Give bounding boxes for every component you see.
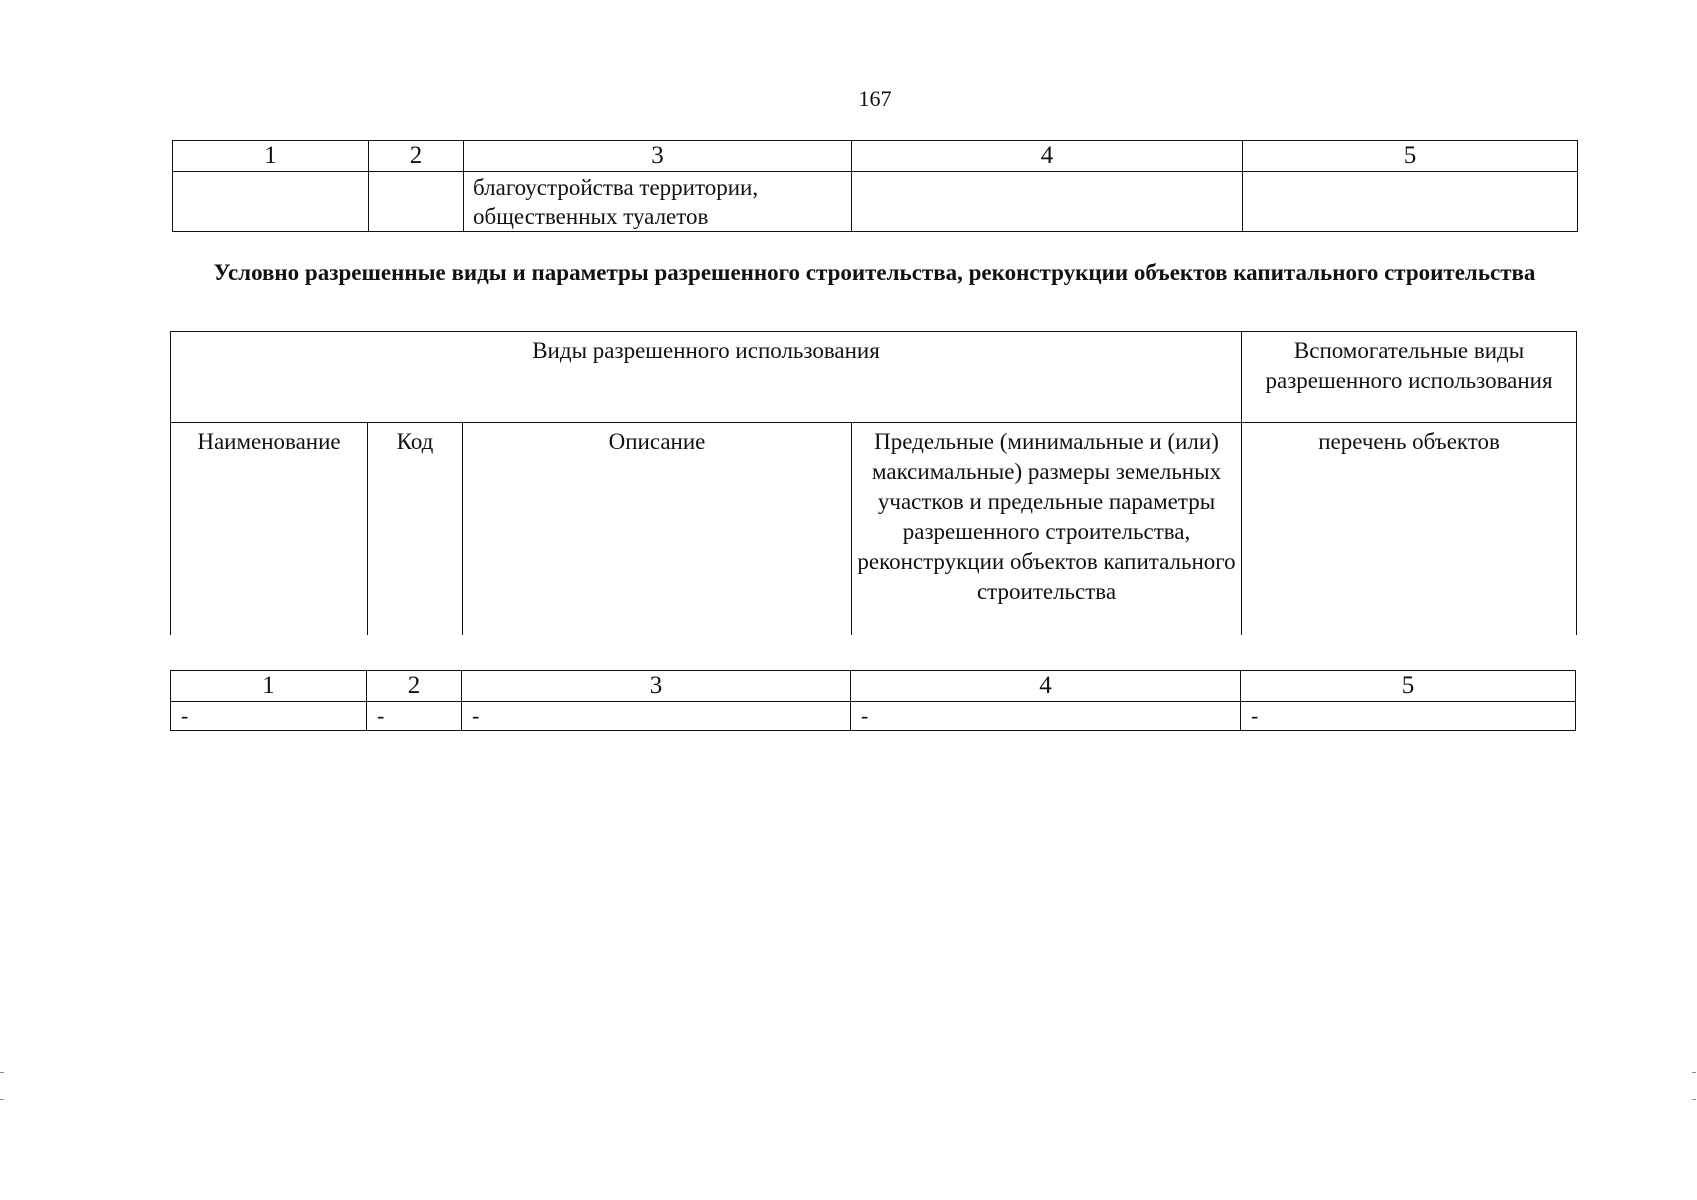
header-group-row [171,332,1577,423]
name-column-header: Наименование [171,423,368,636]
header-columns-row [171,423,1577,636]
table-row [171,702,1576,731]
scan-margin-mark [0,1072,4,1100]
column-number: 3 [462,671,851,702]
table-cell: - [462,702,851,731]
table-row [173,172,1578,232]
continuation-table [172,140,1578,232]
table-cell: - [367,702,462,731]
usage-types-header-table [170,331,1577,635]
page-number: 167 [858,86,892,111]
column-number-row [173,141,1578,172]
code-cell [369,172,464,232]
column-number: 3 [464,141,852,172]
scan-margin-mark [1692,1072,1696,1100]
parameters-cell [852,172,1243,232]
description-cell: благоустройства территории, общественных туалетов [464,172,852,232]
column-number: 4 [851,671,1241,702]
table-cell: - [171,702,367,731]
main-usage-group-header: Виды разрешенного использования [171,332,1242,423]
column-number: 1 [171,671,367,702]
auxiliary-cell [1243,172,1578,232]
table-cell: - [851,702,1241,731]
auxiliary-usage-group-header: Вспомогательные виды разрешенного использования [1242,332,1577,423]
table-cell: - [1241,702,1576,731]
column-number: 1 [173,141,369,172]
parameters-column-header: Предельные (минимальные и (или) максимальные) размеры земельных участков и предельные параметры разрешенного строительства, реконструкции объектов капитального строительства [852,423,1242,636]
code-column-header: Код [368,423,463,636]
column-number: 5 [1243,141,1578,172]
name-cell [173,172,369,232]
column-number-row [171,671,1576,702]
column-number: 2 [369,141,464,172]
description-column-header: Описание [463,423,852,636]
column-number: 4 [852,141,1243,172]
column-number: 5 [1241,671,1576,702]
conditional-usage-table [170,670,1576,731]
section-title: Условно разрешенные виды и параметры разрешенного строительства, реконструкции объектов капитального строительства [213,260,1536,285]
aux-list-column-header: перечень объектов [1242,423,1577,636]
column-number: 2 [367,671,462,702]
